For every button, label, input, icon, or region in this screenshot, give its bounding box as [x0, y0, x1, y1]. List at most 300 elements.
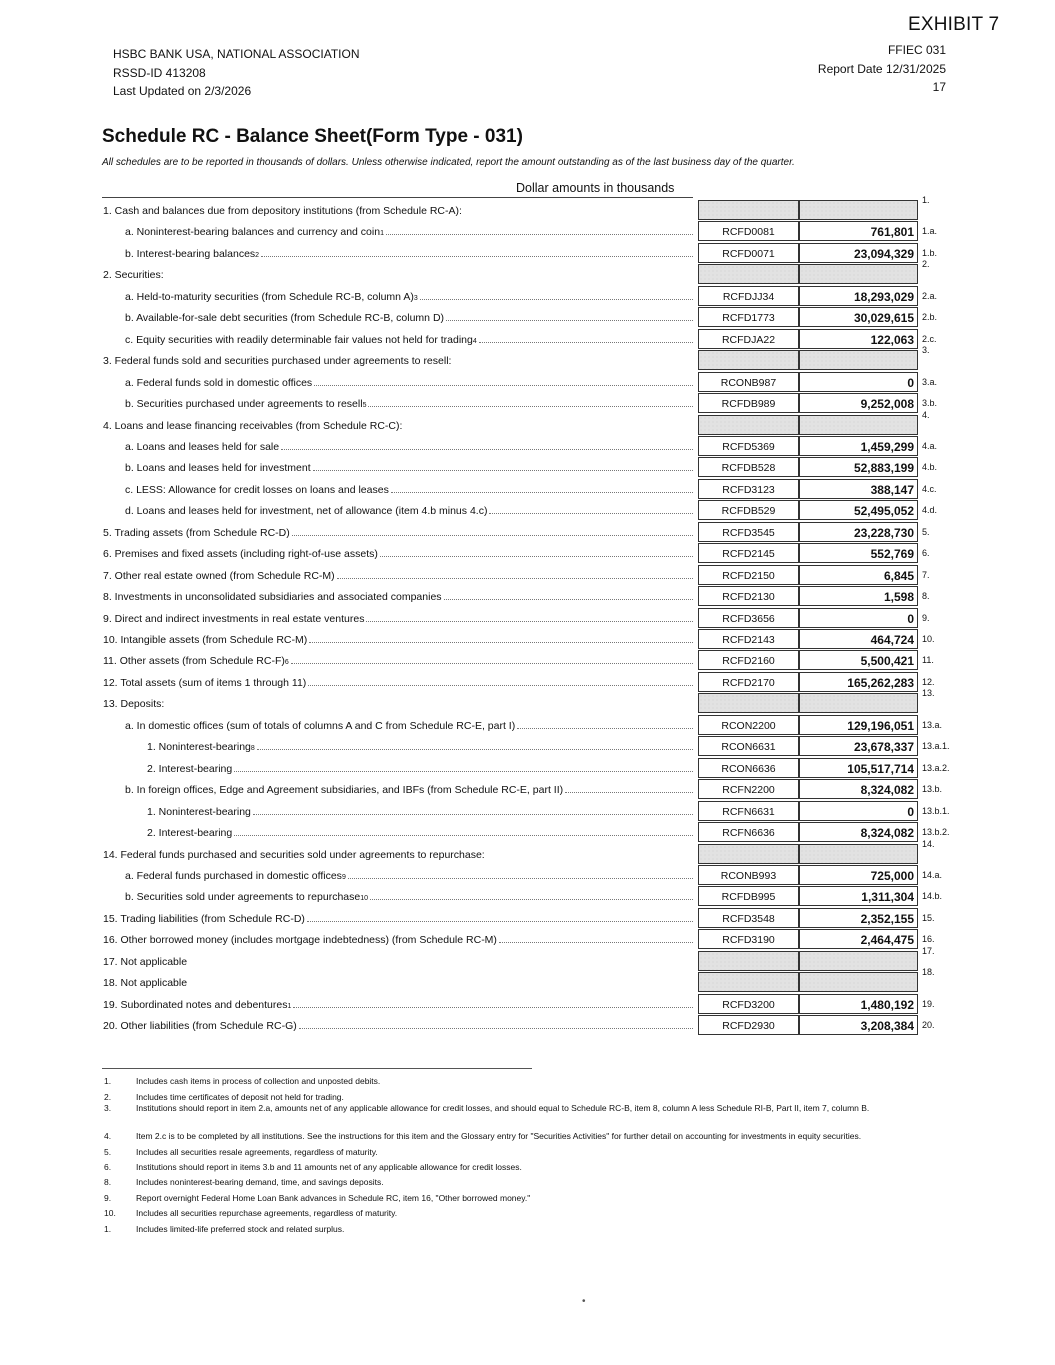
mdrm-code-cell: RCFD0071 — [698, 243, 799, 263]
row-label — [103, 269, 693, 281]
table-row — [103, 800, 693, 821]
footnote-number: 1. — [104, 1076, 112, 1086]
row-label — [103, 613, 693, 625]
item-number: 9. — [922, 613, 930, 623]
amount-cell: 129,196,051 — [799, 715, 918, 735]
row-label-text: 6. Premises and fixed assets (including right-of-use assets) — [103, 548, 378, 560]
item-number: 3.a. — [922, 377, 938, 387]
mdrm-code-cell: RCFDJA22 — [698, 329, 799, 349]
row-label — [125, 462, 693, 474]
leader-dots — [386, 234, 693, 235]
table-row — [103, 735, 693, 756]
item-number: 17. — [922, 946, 935, 956]
row-label — [103, 1020, 693, 1032]
row-label: a. Held-to-maturity securities (from Schedule RC-B, column A) 3 — [125, 291, 693, 303]
row-label — [103, 591, 693, 603]
amount-cell: 0 — [799, 801, 918, 821]
row-label-text: 1. Noninterest-bearing — [147, 806, 251, 818]
row-label-text: 13. Deposits: — [103, 698, 165, 710]
item-number: 7. — [922, 570, 930, 580]
item-number: 13.b.2. — [922, 827, 950, 837]
amount-cell: 5,500,421 — [799, 650, 918, 670]
footnote-text: Item 2.c is to be completed by all institutions. See the instructions for this item and the Glossary entry for "Securities Activities" for further detail on accounting for investments in equity securities. — [136, 1131, 862, 1141]
footnote — [104, 1177, 964, 1188]
mdrm-code-cell: RCFDB989 — [698, 393, 799, 413]
amount-cell — [799, 200, 918, 220]
row-label-text: 2. Securities: — [103, 269, 164, 281]
table-row — [103, 392, 693, 413]
amount-cell: 1,480,192 — [799, 994, 918, 1014]
amount-cell — [799, 350, 918, 370]
row-label — [125, 505, 693, 517]
item-number: 1.a. — [922, 226, 938, 236]
mdrm-code-cell: RCFDB529 — [698, 500, 799, 520]
leader-dots — [293, 1007, 693, 1008]
row-label-text: a. Noninterest-bearing balances and currency and coin — [125, 226, 381, 238]
amount-cell: 0 — [799, 608, 918, 628]
footnote-text: Includes noninterest-bearing demand, time, and savings deposits. — [136, 1177, 384, 1187]
amount-cell: 3,208,384 — [799, 1015, 918, 1035]
amount-cell — [799, 951, 918, 971]
table-row — [103, 821, 693, 842]
leader-dots — [307, 921, 693, 922]
mdrm-code-cell: RCFD3656 — [698, 608, 799, 628]
mdrm-code-cell: RCFD1773 — [698, 307, 799, 327]
item-number: 2. — [922, 259, 930, 269]
table-row — [103, 585, 693, 606]
mdrm-code-cell: RCFD3545 — [698, 522, 799, 542]
item-number: 4.b. — [922, 462, 938, 472]
item-number: 3. — [922, 345, 930, 355]
row-label — [103, 634, 693, 646]
mdrm-code-cell: RCFDB528 — [698, 457, 799, 477]
row-label — [103, 420, 693, 432]
row-label: 11. Other assets (from Schedule RC-F) 6 — [103, 655, 693, 667]
table-row — [103, 628, 693, 649]
row-label-text: b. Securities purchased under agreements to resell — [125, 398, 363, 410]
footnote — [104, 1208, 964, 1219]
mdrm-code-cell: RCFD2170 — [698, 672, 799, 692]
table-row — [103, 285, 693, 306]
scan-mark: • — [582, 1296, 586, 1307]
row-label — [103, 205, 693, 217]
leader-dots — [253, 814, 693, 815]
footnote-number: 2. — [104, 1092, 112, 1102]
row-label-text: b. Loans and leases held for investment — [125, 462, 311, 474]
amount-cell: 1,311,304 — [799, 886, 918, 906]
leader-dots — [366, 621, 693, 622]
row-label-text: 14. Federal funds purchased and securities sold under agreements to repurchase: — [103, 849, 485, 861]
mdrm-code-cell: RCFDJJ34 — [698, 286, 799, 306]
footnote-number: 10. — [104, 1208, 116, 1218]
row-label-text: b. Interest-bearing balances — [125, 248, 256, 260]
leader-dots — [234, 835, 693, 836]
leader-dots — [261, 256, 693, 257]
item-number: 20. — [922, 1020, 935, 1030]
amount-cell: 6,845 — [799, 565, 918, 585]
row-label — [125, 720, 693, 732]
amount-cell — [799, 844, 918, 864]
leader-dots — [380, 556, 693, 557]
row-label-text: 1. Cash and balances due from depository institutions (from Schedule RC-A): — [103, 205, 462, 217]
leader-dots — [391, 492, 693, 493]
row-label-text: 20. Other liabilities (from Schedule RC-G) — [103, 1020, 297, 1032]
table-row — [103, 371, 693, 392]
table-row — [103, 564, 693, 585]
amount-cell: 18,293,029 — [799, 286, 918, 306]
row-label — [125, 784, 693, 796]
leader-dots — [234, 771, 693, 772]
row-label: b. Securities sold under agreements to repurchase 10 — [125, 891, 693, 903]
item-number: 13.b. — [922, 784, 943, 794]
table-row — [103, 349, 693, 370]
row-label-text: 11. Other assets (from Schedule RC-F) — [103, 655, 285, 667]
mdrm-code-cell: RCFD5369 — [698, 436, 799, 456]
amount-cell: 761,801 — [799, 221, 918, 241]
footnote-number: 3. — [104, 1103, 112, 1113]
table-row — [103, 478, 693, 499]
amount-cell: 552,769 — [799, 543, 918, 563]
item-number: 19. — [922, 999, 935, 1009]
footnote-number: 9. — [104, 1193, 112, 1203]
item-number: 14.a. — [922, 870, 943, 880]
row-label: b. Interest-bearing balances 2 — [125, 248, 693, 260]
item-number: 3.b. — [922, 398, 938, 408]
row-label-text: 10. Intangible assets (from Schedule RC-M) — [103, 634, 308, 646]
leader-dots — [348, 878, 693, 879]
amount-cell: 0 — [799, 372, 918, 392]
mdrm-code-cell: RCFD2145 — [698, 543, 799, 563]
leader-dots — [291, 663, 693, 664]
item-number: 13. — [922, 688, 935, 698]
amount-cell: 122,063 — [799, 329, 918, 349]
row-label-text: 16. Other borrowed money (includes mortgage indebtedness) (from Schedule RC-M) — [103, 934, 497, 946]
amount-cell: 23,094,329 — [799, 243, 918, 263]
row-label-text: 4. Loans and lease financing receivables (from Schedule RC-C): — [103, 420, 403, 432]
amount-cell: 105,517,714 — [799, 758, 918, 778]
leader-dots — [281, 449, 693, 450]
row-label-text: 9. Direct and indirect investments in real estate ventures — [103, 613, 365, 625]
item-number: 13.a.1. — [922, 741, 950, 751]
mdrm-code-cell — [698, 200, 799, 220]
amount-cell: 165,262,283 — [799, 672, 918, 692]
row-label — [125, 441, 693, 453]
table-row — [103, 328, 693, 349]
page-title: Schedule RC - Balance Sheet(Form Type - 031) — [102, 126, 523, 147]
amount-cell: 2,464,475 — [799, 929, 918, 949]
footnote — [104, 1193, 964, 1204]
row-label — [103, 527, 693, 539]
amount-cell: 9,252,008 — [799, 393, 918, 413]
footnote — [104, 1131, 964, 1142]
item-number: 1. — [922, 195, 930, 205]
item-number: 16. — [922, 934, 935, 944]
item-number: 12. — [922, 677, 935, 687]
table-row — [103, 950, 693, 971]
leader-dots — [517, 728, 693, 729]
footnote — [104, 1092, 964, 1103]
leader-dots — [314, 385, 693, 386]
footnote-text: Institutions should report in items 3.b and 11 amounts net of any applicable allowance for credit losses. — [136, 1162, 522, 1172]
row-label-text: d. Loans and leases held for investment, net of allowance (item 4.b minus 4.c) — [125, 505, 488, 517]
footnote-number: 8. — [104, 1177, 112, 1187]
header-divider — [102, 197, 693, 198]
footnote-text: Institutions should report in item 2.a, amounts net of any applicable allowance for credit losses, and should equal to Schedule RC-B, item 8, column A less Schedule RI-B, Part II, item 7, column B. — [136, 1103, 870, 1113]
table-row — [103, 263, 693, 284]
item-number: 13.a. — [922, 720, 943, 730]
footnote-number: 5. — [104, 1147, 112, 1157]
mdrm-code-cell: RCFD2930 — [698, 1015, 799, 1035]
row-label-text: 7. Other real estate owned (from Schedule RC-M) — [103, 570, 335, 582]
item-number: 4.d. — [922, 505, 938, 515]
form-number: FFIEC 031 — [887, 43, 946, 57]
table-row — [103, 542, 693, 563]
row-label — [103, 934, 693, 946]
table-row — [103, 671, 693, 692]
row-label-text: a. Federal funds purchased in domestic offices — [125, 870, 342, 882]
row-label — [125, 484, 693, 496]
mdrm-code-cell — [698, 951, 799, 971]
mdrm-code-cell: RCON6631 — [698, 736, 799, 756]
item-number: 2.b. — [922, 312, 938, 322]
footnote-text: Report overnight Federal Home Loan Bank advances in Schedule RC, item 16, "Other borrowed money." — [136, 1193, 531, 1203]
row-label-text: b. Securities sold under agreements to repurchase — [125, 891, 361, 903]
item-number: 10. — [922, 634, 935, 644]
leader-dots — [446, 320, 693, 321]
dollar-amount-note: Dollar amounts in thousands — [516, 181, 675, 195]
footnote-number: 6. — [104, 1162, 112, 1172]
item-number: 13.a.2. — [922, 763, 950, 773]
row-label-text: b. Available-for-sale debt securities (from Schedule RC-B, column D) — [125, 312, 445, 324]
leader-dots — [292, 535, 693, 536]
mdrm-code-cell: RCFD3548 — [698, 908, 799, 928]
mdrm-code-cell — [698, 972, 799, 992]
mdrm-code-cell: RCFD3190 — [698, 929, 799, 949]
item-number: 4.c. — [922, 484, 937, 494]
table-row — [103, 1014, 693, 1035]
row-label: a. Federal funds purchased in domestic offices 9 — [125, 870, 693, 882]
footnote-divider — [102, 1068, 532, 1069]
row-label-text: a. Federal funds sold in domestic offices — [125, 377, 313, 389]
item-number: 2.a. — [922, 291, 938, 301]
item-number: 4. — [922, 410, 930, 420]
amount-cell: 23,678,337 — [799, 736, 918, 756]
table-row — [103, 778, 693, 799]
leader-dots — [370, 899, 693, 900]
amount-cell: 464,724 — [799, 629, 918, 649]
last-updated: Last Updated on 2/3/2026 — [113, 84, 252, 98]
table-row — [103, 521, 693, 542]
leader-dots — [499, 942, 693, 943]
table-row — [103, 757, 693, 778]
exhibit-label: EXHIBIT 7 — [908, 14, 1000, 35]
row-label: a. Noninterest-bearing balances and currency and coin 1 — [125, 226, 693, 238]
row-label: b. Securities purchased under agreements to resell 5 — [125, 398, 693, 410]
amount-cell — [799, 264, 918, 284]
mdrm-code-cell: RCFD2160 — [698, 650, 799, 670]
footnote — [104, 1224, 964, 1235]
row-label-text: a. In domestic offices (sum of totals of columns A and C from Schedule RC-E, part I) — [125, 720, 516, 732]
mdrm-code-cell — [698, 844, 799, 864]
row-label: 1. Noninterest-bearing 8 — [147, 741, 693, 753]
mdrm-code-cell: RCON6636 — [698, 758, 799, 778]
mdrm-code-cell: RCFD2150 — [698, 565, 799, 585]
amount-cell: 1,459,299 — [799, 436, 918, 456]
table-row — [103, 714, 693, 735]
amount-cell: 52,495,052 — [799, 500, 918, 520]
item-number: 8. — [922, 591, 930, 601]
leader-dots — [489, 513, 693, 514]
item-number: 11. — [922, 655, 934, 665]
amount-cell: 8,324,082 — [799, 822, 918, 842]
mdrm-code-cell: RCON2200 — [698, 715, 799, 735]
row-label-text: c. LESS: Allowance for credit losses on loans and leases — [125, 484, 389, 496]
page-number: 17 — [932, 80, 946, 94]
mdrm-code-cell: RCONB987 — [698, 372, 799, 392]
row-label-text: 15. Trading liabilities (from Schedule RC-D) — [103, 913, 305, 925]
mdrm-code-cell: RCFD2143 — [698, 629, 799, 649]
footnote-text: Includes time certificates of deposit not held for trading. — [136, 1092, 344, 1102]
row-label-text: b. In foreign offices, Edge and Agreement subsidiaries, and IBFs (from Schedule RC-E, part II) — [125, 784, 564, 796]
row-label-text: 5. Trading assets (from Schedule RC-D) — [103, 527, 290, 539]
item-number: 1.b. — [922, 248, 938, 258]
leader-dots — [308, 685, 693, 686]
row-label-text: 8. Investments in unconsolidated subsidiaries and associated companies — [103, 591, 442, 603]
row-label-text: 1. Noninterest-bearing — [147, 741, 251, 753]
row-label-text: a. Held-to-maturity securities (from Schedule RC-B, column A) — [125, 291, 414, 303]
row-label-text: 17. Not applicable — [103, 956, 188, 968]
table-row — [103, 242, 693, 263]
footnote — [104, 1076, 964, 1087]
table-row — [103, 843, 693, 864]
item-number: 2.c. — [922, 334, 937, 344]
amount-cell: 8,324,082 — [799, 779, 918, 799]
row-label: c. Equity securities with readily determinable fair values not held for trading 4 — [125, 334, 693, 346]
table-row — [103, 907, 693, 928]
leader-dots — [565, 792, 693, 793]
row-label-text: c. Equity securities with readily determinable fair values not held for trading — [125, 334, 473, 346]
table-row — [103, 199, 693, 220]
item-number: 5. — [922, 527, 930, 537]
amount-cell: 1,598 — [799, 586, 918, 606]
footnote — [104, 1162, 964, 1173]
row-label — [125, 377, 693, 389]
row-label — [103, 677, 693, 689]
item-number: 15. — [922, 913, 935, 923]
mdrm-code-cell — [698, 415, 799, 435]
table-row — [103, 885, 693, 906]
mdrm-code-cell: RCFD0081 — [698, 221, 799, 241]
footnote-text: Includes all securities repurchase agreements, regardless of maturity. — [136, 1208, 398, 1218]
footnote-number: 4. — [104, 1131, 112, 1141]
footnote — [104, 1147, 964, 1158]
leader-dots — [313, 470, 693, 471]
leader-dots — [257, 749, 693, 750]
mdrm-code-cell: RCONB993 — [698, 865, 799, 885]
table-row — [103, 607, 693, 628]
table-row — [103, 220, 693, 241]
mdrm-code-cell: RCFDB995 — [698, 886, 799, 906]
report-date: Report Date 12/31/2025 — [817, 62, 946, 76]
page-subtitle: All schedules are to be reported in thousands of dollars. Unless otherwise indicated, report the amount outstanding as of the last business day of the quarter. — [102, 157, 795, 168]
footnote-text: Includes all securities resale agreements, regardless of maturity. — [136, 1147, 378, 1157]
amount-cell: 725,000 — [799, 865, 918, 885]
footnote-number: 1. — [104, 1224, 112, 1234]
row-label — [103, 355, 693, 367]
amount-cell: 2,352,155 — [799, 908, 918, 928]
row-label — [103, 956, 693, 968]
amount-cell — [799, 693, 918, 713]
bank-name: HSBC BANK USA, NATIONAL ASSOCIATION — [113, 47, 360, 61]
row-label — [125, 312, 693, 324]
leader-dots — [337, 578, 693, 579]
rssd-id: RSSD-ID 413208 — [113, 66, 206, 80]
row-label-text: 2. Interest-bearing — [147, 827, 233, 839]
amount-cell: 52,883,199 — [799, 457, 918, 477]
row-label: 19. Subordinated notes and debentures 1 — [103, 999, 693, 1011]
amount-cell: 23,228,730 — [799, 522, 918, 542]
row-label — [103, 913, 693, 925]
mdrm-code-cell: RCFD2130 — [698, 586, 799, 606]
row-label-text: 3. Federal funds sold and securities purchased under agreements to resell: — [103, 355, 452, 367]
row-label — [147, 827, 693, 839]
amount-cell: 388,147 — [799, 479, 918, 499]
mdrm-code-cell: RCFD3200 — [698, 994, 799, 1014]
table-row — [103, 414, 693, 435]
leader-dots — [420, 299, 693, 300]
table-row — [103, 692, 693, 713]
row-label-text: 12. Total assets (sum of items 1 through 11) — [103, 677, 307, 689]
leader-dots — [368, 406, 693, 407]
table-row — [103, 993, 693, 1014]
table-row — [103, 499, 693, 520]
row-label-text: 18. Not applicable — [103, 977, 188, 989]
row-label — [103, 849, 693, 861]
mdrm-code-cell — [698, 350, 799, 370]
mdrm-code-cell: RCFN6636 — [698, 822, 799, 842]
row-label — [103, 977, 693, 989]
row-label — [147, 806, 693, 818]
row-label — [103, 548, 693, 560]
row-label — [147, 763, 693, 775]
item-number: 14.b. — [922, 891, 943, 901]
row-label — [103, 570, 693, 582]
mdrm-code-cell: RCFD3123 — [698, 479, 799, 499]
mdrm-code-cell: RCFN6631 — [698, 801, 799, 821]
mdrm-code-cell — [698, 264, 799, 284]
leader-dots — [299, 1028, 693, 1029]
row-label-text: 19. Subordinated notes and debentures — [103, 999, 288, 1011]
footnote-text: Includes cash items in process of collection and unposted debits. — [136, 1076, 381, 1086]
item-number: 4.a. — [922, 441, 938, 451]
mdrm-code-cell — [698, 693, 799, 713]
item-number: 6. — [922, 548, 930, 558]
leader-dots — [309, 642, 693, 643]
amount-cell — [799, 415, 918, 435]
row-label-text: a. Loans and leases held for sale — [125, 441, 280, 453]
leader-dots — [479, 342, 693, 343]
table-row — [103, 971, 693, 992]
item-number: 14. — [922, 839, 935, 849]
table-row — [103, 864, 693, 885]
row-label-text: 2. Interest-bearing — [147, 763, 233, 775]
footnote — [104, 1103, 964, 1114]
item-number: 13.b.1. — [922, 806, 950, 816]
amount-cell: 30,029,615 — [799, 307, 918, 327]
footnote-text: Includes limited-life preferred stock and related surplus. — [136, 1224, 345, 1234]
row-label — [103, 698, 693, 710]
table-row — [103, 928, 693, 949]
